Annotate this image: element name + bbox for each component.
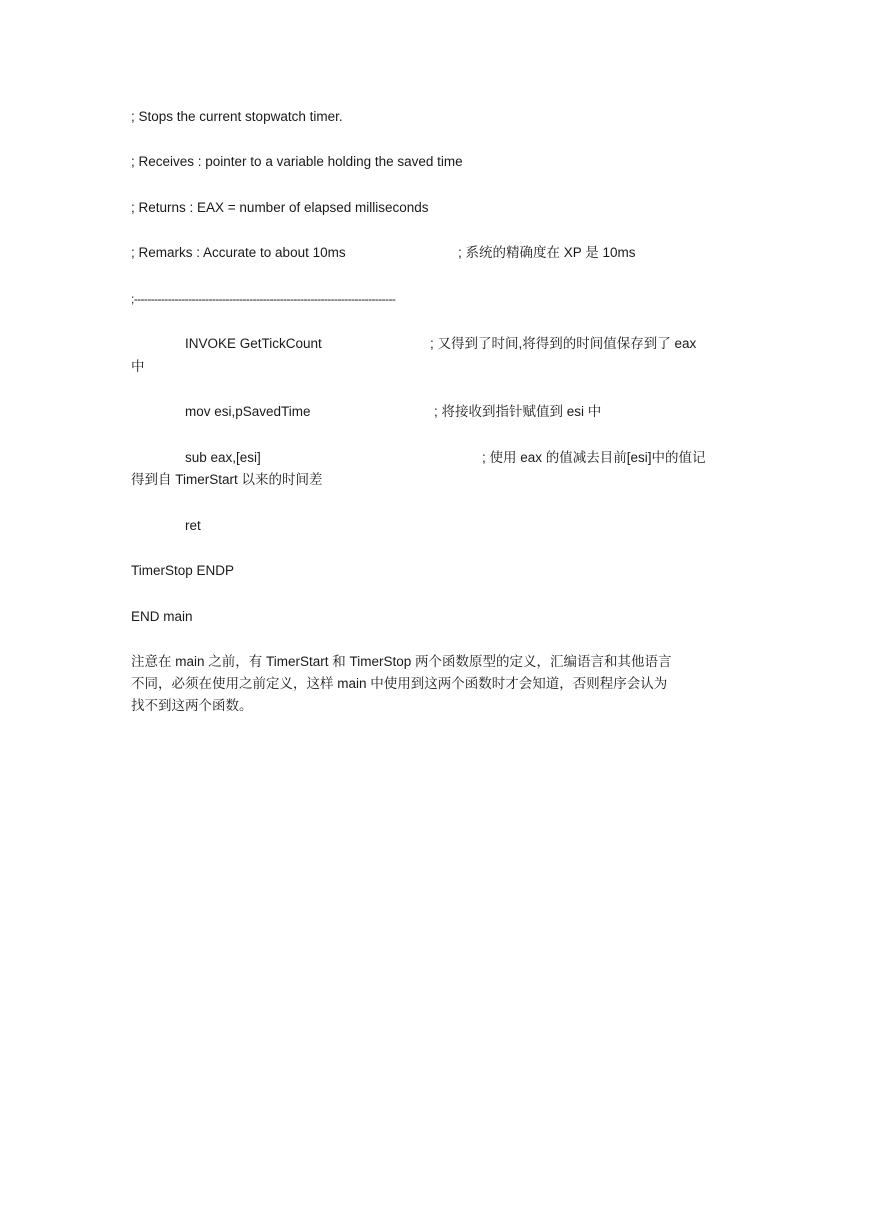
code-sub-eax: sub eax,[esi] [185, 450, 261, 465]
code-mov-esi: mov esi,pSavedTime [185, 404, 311, 419]
code-end-main: END main [131, 609, 193, 624]
comment-invoke-cn-wrap: 中 [131, 359, 145, 374]
paragraph-line-1: 注意在 main 之前，有 TimerStart 和 TimerStop 两个函数原型的定义，汇编语言和其他语言 [131, 654, 672, 669]
code-ret: ret [185, 518, 201, 533]
comment-stops-timer: ; Stops the current stopwatch timer. [131, 109, 343, 124]
paragraph-line-3: 找不到这两个函数。 [131, 698, 253, 713]
comment-sub-cn: ; 使用 eax 的值减去目前[esi]中的值记 [482, 450, 706, 465]
code-timerstop-endp: TimerStop ENDP [131, 563, 235, 578]
explanation-paragraph [131, 651, 737, 717]
paragraph-line-2: 不同，必须在使用之前定义，这样 main 中使用到这两个函数时才会知道，否则程序会认为 [131, 676, 668, 691]
separator-line: ;----------------------------------------------------------------------------- [131, 292, 396, 306]
comment-receives: ; Receives : pointer to a variable holding the saved time [131, 154, 463, 169]
comment-remarks-cn: ; 系统的精确度在 XP 是 10ms [458, 245, 636, 260]
comment-remarks: ; Remarks : Accurate to about 10ms [131, 245, 346, 260]
comment-invoke-cn: ; 又得到了时间,将得到的时间值保存到了 eax [430, 336, 697, 351]
code-invoke-gettickcount: INVOKE GetTickCount [185, 336, 322, 351]
comment-mov-cn: ; 将接收到指针赋值到 esi 中 [434, 404, 602, 419]
comment-returns: ; Returns : EAX = number of elapsed milliseconds [131, 200, 429, 215]
comment-sub-cn-wrap: 得到自 TimerStart 以来的时间差 [131, 472, 323, 487]
